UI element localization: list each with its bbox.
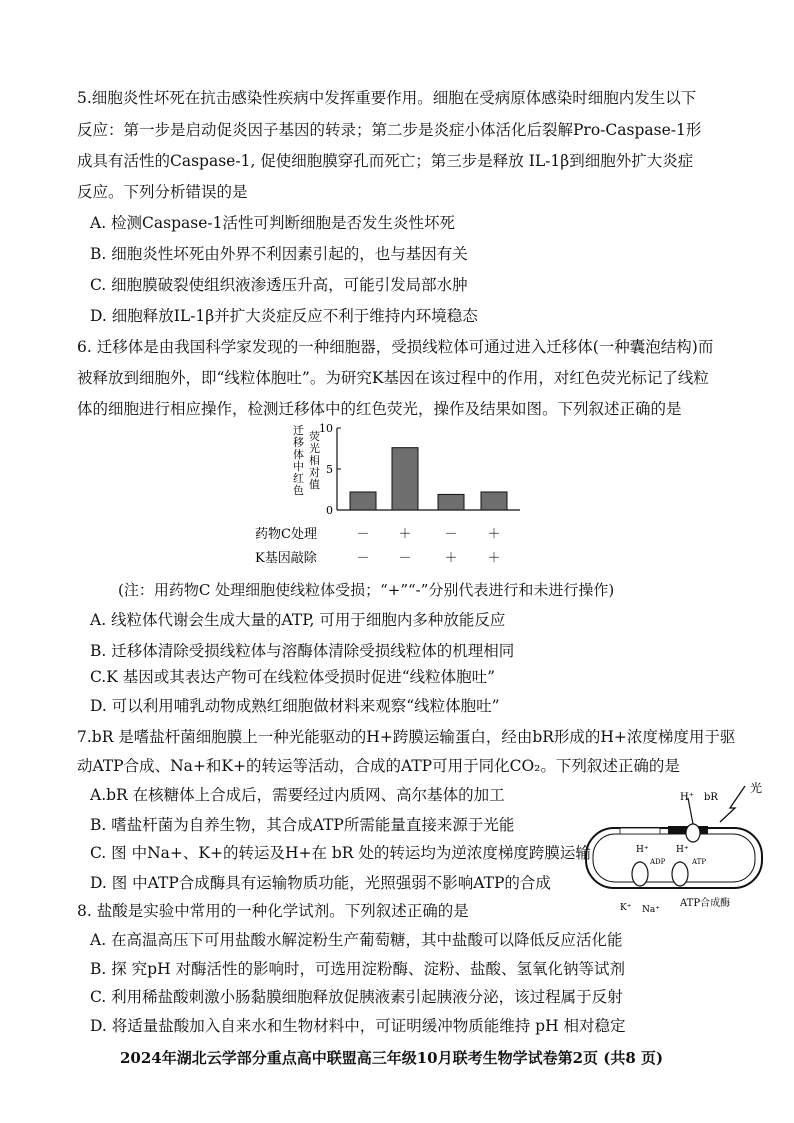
condition-sign: － bbox=[398, 551, 412, 566]
y-label-char: 光 bbox=[309, 442, 320, 455]
q6-note: (注：用药物C 处理细胞使线粒体受损；“+”“-”分别代表进行和未进行操作) bbox=[118, 581, 615, 599]
adp-label: ADP bbox=[650, 858, 666, 866]
condition-sign: ＋ bbox=[444, 551, 458, 566]
condition-label: K基因敲除 bbox=[255, 551, 317, 566]
h-in-label: H⁺ bbox=[636, 845, 649, 855]
br-label: bR bbox=[704, 792, 718, 803]
y-label-char: 红 bbox=[293, 472, 304, 485]
bar bbox=[438, 494, 464, 510]
y-label-char: 移 bbox=[293, 436, 304, 449]
h-out-label: H⁺ bbox=[680, 792, 694, 803]
condition-sign: ＋ bbox=[398, 527, 412, 542]
na-label: Na⁺ bbox=[642, 905, 660, 915]
y-label-char: 相 bbox=[309, 454, 320, 467]
page-footer: 2024年湖北云学部分重点高中联盟高三年级10月联考生物学试卷第2页 (共8 页) bbox=[120, 1049, 664, 1067]
q5-option-b: B. 细胞炎性坏死由外界不利因素引起的，也与基因有关 bbox=[90, 245, 468, 263]
membrane-hatch bbox=[620, 828, 660, 834]
halobacterium-diagram bbox=[580, 778, 770, 918]
condition-sign: － bbox=[356, 527, 370, 542]
light-label: 光 bbox=[750, 781, 763, 795]
q7-option-a: A.bR 在核糖体上合成后，需要经过内质网、高尔基体的加工 bbox=[90, 786, 505, 804]
q5-line: 5.细胞炎性坏死在抗击感染性疾病中发挥重要作用。细胞在受病原体感染时细胞内发生以下 bbox=[77, 89, 697, 107]
y-label-char: 色 bbox=[293, 484, 304, 497]
na-k-transporter bbox=[632, 862, 648, 886]
q7-option-c: C. 图 中Na+、K+的转运及H+在 bR 处的转运均为逆浓度梯度跨膜运输 bbox=[90, 844, 591, 862]
condition-sign: － bbox=[444, 527, 458, 542]
q5-line: 反应：第一步是启动促炎因子基因的转录；第二步是炎症小体活化后裂解Pro-Caspase-1形 bbox=[77, 121, 702, 139]
y-axis-label bbox=[293, 424, 320, 497]
q5-line: 反应。下列分析错误的是 bbox=[77, 183, 248, 201]
k-label: K⁺ bbox=[620, 903, 632, 913]
q8-option-a: A. 在高温高压下可用盐酸水解淀粉生产葡萄糖，其中盐酸可以降低反应活化能 bbox=[90, 931, 623, 949]
y-label-char: 中 bbox=[293, 460, 304, 473]
condition-label: 药物C处理 bbox=[255, 527, 317, 542]
y-label-char: 值 bbox=[309, 478, 320, 491]
q7-line: 7.bR 是嗜盐杆菌细胞膜上一种光能驱动的H+跨膜运输蛋白，经由bR形成的H+浓度梯度用于驱 bbox=[77, 728, 736, 746]
y-tick-label: 5 bbox=[326, 463, 333, 476]
q8-line: 8. 盐酸是实验中常用的一种化学试剂。下列叙述正确的是 bbox=[77, 902, 469, 920]
q7-line: 动ATP合成、Na+和K+的转运等活动，合成的ATP可用于同化CO₂。下列叙述正确的是 bbox=[77, 757, 680, 775]
bar bbox=[481, 492, 507, 510]
q8-option-b: B. 探 究pH 对酶活性的影响时，可选用淀粉酶、淀粉、盐酸、氢氧化钠等试剂 bbox=[90, 960, 626, 978]
condition-sign: ＋ bbox=[487, 527, 501, 542]
q6-line: 体的细胞进行相应操作，检测迁移体中的红色荧光，操作及结果如图。下列叙述正确的是 bbox=[77, 400, 682, 418]
q8-option-c: C. 利用稀盐酸刺激小肠黏膜细胞释放促胰液素引起胰液分泌，该过程属于反射 bbox=[90, 988, 623, 1006]
q6-option-d: D. 可以利用哺乳动物成熟红细胞做材料来观察“线粒体胞吐” bbox=[90, 697, 500, 715]
q6-option-a: A. 线粒体代谢会生成大量的ATP, 可用于细胞内多种放能反应 bbox=[90, 611, 506, 629]
q7-option-d: D. 图 中ATP合成酶具有运输物质功能，光照强弱不影响ATP的合成 bbox=[90, 874, 551, 892]
y-label-char: 体 bbox=[293, 448, 304, 461]
light-icon bbox=[720, 786, 745, 822]
bar bbox=[350, 492, 376, 510]
br-protein bbox=[686, 824, 700, 842]
q7-option-b: B. 嗜盐杆菌为自养生物，其合成ATP所需能量直接来源于光能 bbox=[90, 816, 515, 834]
atp-synthase-label: ATP合成酶 bbox=[680, 898, 731, 909]
y-label-char: 对 bbox=[309, 466, 320, 479]
q8-option-d: D. 将适量盐酸加入自来水和生物材料中，可证明缓冲物质能维持 pH 相对稳定 bbox=[90, 1017, 626, 1035]
y-label-char: 迁 bbox=[293, 424, 304, 437]
q6-option-c: C.K 基因或其表达产物可在线粒体受损时促进“线粒体胞吐” bbox=[90, 668, 496, 686]
q5-line: 成具有活性的Caspase-1, 促使细胞膜穿孔而死亡；第三步是释放 IL-1β到细胞外扩大炎症 bbox=[77, 152, 694, 170]
atp-synthase bbox=[672, 862, 688, 886]
h-in2-label: H⁺ bbox=[676, 845, 689, 855]
q6-option-b: B. 迁移体清除受损线粒体与溶酶体清除受损线粒体的机理相同 bbox=[90, 642, 515, 660]
condition-sign: － bbox=[356, 551, 370, 566]
q5-option-c: C. 细胞膜破裂使组织液渗透压升高，可能引发局部水肿 bbox=[90, 276, 468, 294]
bar-chart bbox=[255, 420, 525, 570]
condition-sign: ＋ bbox=[487, 551, 501, 566]
y-tick-label: 0 bbox=[326, 504, 333, 517]
q5-option-d: D. 细胞释放IL-1β并扩大炎症反应不利于维持内环境稳态 bbox=[90, 307, 478, 325]
q6-line: 6. 迁移体是由我国科学家发现的一种细胞器，受损线粒体可通过进入迁移体(一种囊泡结构)而 bbox=[77, 338, 714, 356]
q6-line: 被释放到细胞外，即“线粒体胞吐”。为研究K基因在该过程中的作用，对红色荧光标记了线粒 bbox=[77, 369, 709, 387]
y-label-char: 荧 bbox=[309, 430, 320, 443]
atp-label: ATP bbox=[692, 858, 707, 866]
q5-option-a: A. 检测Caspase-1活性可判断细胞是否发生炎性坏死 bbox=[90, 214, 455, 232]
bar bbox=[392, 448, 418, 510]
y-tick-label: 10 bbox=[319, 422, 333, 435]
